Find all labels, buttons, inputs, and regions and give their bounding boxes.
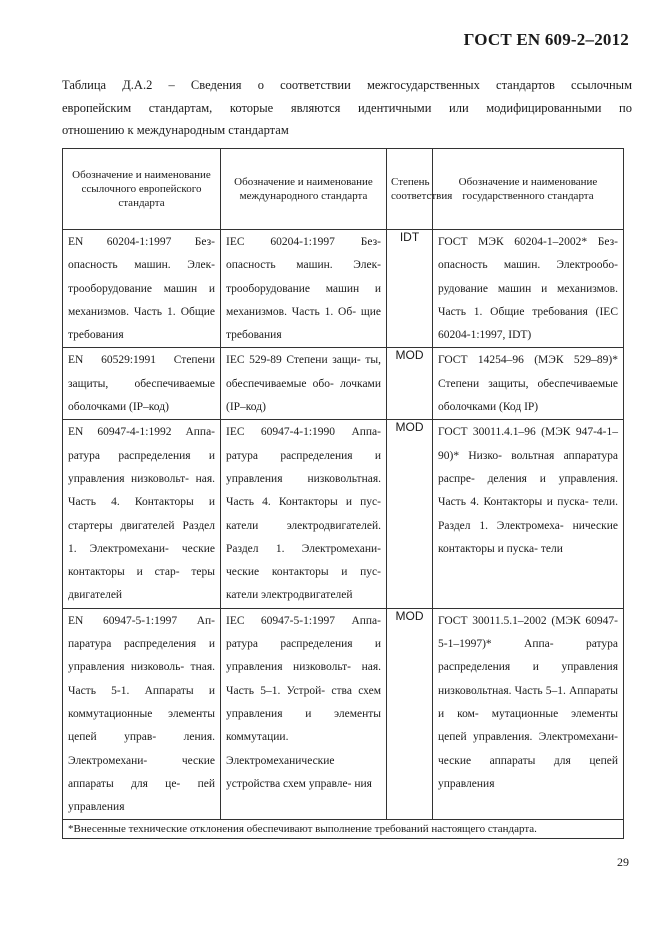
cell-line: Раздел 1. Электромехани-: [68, 519, 216, 555]
cell-line: ная. Часть 5–1. Устрой-: [226, 661, 381, 697]
cell-line: управления. Электромехани-: [473, 731, 619, 744]
cell-line: IEC 60947-5-1:1997 Аппа-: [226, 614, 381, 627]
cell-line: ГОСТ 30011.5.1–2002: [438, 614, 547, 627]
cell-text: [438, 420, 618, 561]
intl-standard-cell: [221, 230, 387, 348]
cell-text: [226, 420, 381, 607]
cell-text: [226, 609, 381, 796]
cell-line: опасность машин. Электрообо-: [438, 259, 618, 272]
cell-line: деления и управления.: [487, 472, 618, 485]
cell-line: оболочками (Код IP): [438, 401, 539, 414]
state-standard-cell: [433, 608, 624, 820]
eu-standard-cell: [63, 420, 221, 608]
table-row: [63, 348, 624, 420]
cell-line: EN 60947-4-1:1992 Аппа-: [68, 426, 215, 439]
cell-line: ты, обеспечиваемые обо-: [226, 354, 381, 390]
eu-standard-cell: [63, 608, 221, 820]
cell-line: ная. Часть 4. Контакторы: [68, 472, 215, 509]
cell-line: оболочками (IP–код): [68, 401, 169, 414]
eu-standard-cell: [63, 348, 221, 420]
document-code: ГОСТ EN 609-2–2012: [463, 30, 629, 49]
cell-line: трооборудование машин: [226, 282, 360, 295]
table-row: [63, 608, 624, 820]
cell-text: [438, 609, 618, 796]
cell-line: ческие контакторы и пус-: [226, 566, 381, 579]
cell-line: защиты, обеспечиваемые: [68, 377, 215, 390]
cell-line: управления низковольт-: [68, 472, 189, 485]
degree-cell: MOD: [387, 420, 433, 608]
cell-line: опасность машин. Элек-: [68, 259, 215, 272]
cell-line: тели. Раздел 1. Электромеха-: [438, 496, 618, 532]
cell-line: пей управления: [68, 777, 215, 814]
cell-line: ГОСТ 14254–96 (МЭК 529–89)*: [438, 354, 618, 367]
cell-text: [226, 230, 381, 347]
cell-text: [226, 348, 381, 419]
cell-line: рудование машин и механизмов.: [438, 282, 618, 295]
cell-line: катели электродвигателей: [226, 589, 353, 602]
cell-line: Раздел 1. Электромехани-: [226, 542, 381, 555]
intl-standard-cell: [221, 420, 387, 608]
degree-cell: MOD: [387, 608, 433, 820]
cell-line: управления низковольтная.: [226, 472, 381, 485]
intl-standard-cell: [221, 348, 387, 420]
cell-line: EN 60947-5-1:1997 Ап-: [68, 614, 215, 627]
header-state-standard: Обозначение и наименование государственного стандарта: [433, 149, 624, 230]
degree-cell: IDT: [387, 230, 433, 348]
cell-line: Электромеханические: [226, 754, 335, 767]
header-intl-standard: Обозначение и наименование международного стандарта: [221, 149, 387, 230]
header-degree: Степень соответствия: [387, 149, 433, 230]
cell-line: устройства схем управле-: [226, 777, 352, 790]
cell-line: (МЭК 60947-5-1–1997)* Аппа-: [438, 614, 619, 651]
table-row: [63, 230, 624, 348]
cell-line: Часть 4. Контакторы и пуска-: [438, 496, 589, 509]
header-eu-standard: Обозначение и наименование ссылочного европейского стандарта: [63, 149, 221, 230]
table-header-row: [63, 149, 624, 230]
eu-standard-cell: [63, 230, 221, 348]
cell-line: лочками (IP–код): [226, 377, 381, 414]
cell-text: [438, 348, 618, 419]
cell-line: ства схем управления и: [226, 684, 382, 720]
cell-line: управления: [438, 777, 495, 790]
cell-line: ратура распределения и: [68, 449, 215, 462]
cell-line: ГОСТ 30011.4.1–96: [438, 426, 536, 439]
cell-text: [68, 420, 215, 607]
table-caption: [62, 74, 632, 142]
cell-line: ческие контакторы и стар-: [68, 542, 215, 579]
cell-line: Часть 1. Общие требования: [438, 305, 588, 318]
cell-line: мутационные элементы цепей: [438, 707, 619, 744]
cell-line: Часть 4. Контакторы и пус-: [226, 496, 381, 509]
cell-line: IEC 60947-4-1:1990 Аппа-: [226, 426, 381, 439]
cell-line: ления. Электромехани-: [68, 731, 215, 767]
cell-line: Общие требования: [68, 305, 215, 342]
cell-line: EN 60204-1:1997 Без-: [68, 236, 215, 248]
cell-line: теры двигателей: [68, 566, 215, 602]
table-body: [63, 230, 624, 820]
cell-line: ГОСТ МЭК 60204-1–2002* Без-: [438, 236, 618, 248]
intl-standard-cell: [221, 608, 387, 820]
cell-line: элементы цепей управ-: [68, 707, 215, 744]
footnote-row: [63, 820, 624, 839]
cell-line: ческие аппараты для цепей: [438, 754, 618, 767]
cell-text: [438, 230, 618, 347]
cell-line: паратура распределения: [68, 638, 197, 651]
cell-line: ческие аппараты для це-: [68, 754, 215, 790]
page-number: 29: [617, 855, 629, 869]
cell-line: вольтная аппаратура распре-: [438, 449, 618, 485]
table-row: [63, 420, 624, 608]
standards-table: [62, 148, 624, 839]
cell-line: ратура распределения и: [226, 638, 381, 651]
cell-line: щие требования: [226, 305, 381, 342]
cell-line: IEC 529-89 Степени защи-: [226, 354, 361, 367]
cell-line: Степени защиты, обеспечиваемые: [438, 377, 618, 390]
cell-line: и управления низковоль-: [68, 638, 215, 674]
caption-line: европейским стандартам, которые являются идентичными или модифицированными по: [62, 100, 632, 115]
cell-text: [68, 348, 215, 419]
cell-text: [68, 230, 215, 347]
cell-line: элементы коммутации.: [226, 707, 381, 744]
state-standard-cell: [433, 420, 624, 608]
state-standard-cell: [433, 230, 624, 348]
cell-line: катели электродвигателей.: [226, 519, 381, 532]
cell-line: ния: [354, 777, 372, 790]
cell-line: ратура распределения и: [226, 449, 381, 462]
cell-line: и механизмов. Часть 1.: [68, 282, 215, 318]
caption-line: Таблица Д.А.2 – Сведения о соответствии межгосударственных стандартов ссылочным: [62, 78, 632, 92]
cell-line: и стартеры двигателей: [68, 496, 216, 532]
cell-line: и коммутационные: [68, 684, 215, 720]
cell-line: (МЭК 947-4-1–90)* Низко-: [438, 426, 619, 462]
caption-line: отношению к международным стандартам: [62, 123, 289, 137]
cell-line: управления низковольт-: [226, 661, 351, 674]
cell-line: нические контакторы и пуска-: [438, 519, 618, 555]
cell-line: IEC 60204-1:1997 Без-: [226, 236, 381, 248]
cell-line: и механизмов. Часть 1. Об-: [226, 282, 381, 318]
cell-line: EN 60529:1991 Степени: [68, 354, 215, 367]
cell-text: [68, 609, 215, 820]
cell-line: (IEC 60204-1:1997, IDT): [438, 305, 618, 342]
cell-line: тели: [540, 542, 563, 555]
cell-line: тная. Часть 5-1. Аппараты: [68, 661, 215, 697]
cell-line: управления низковольтная.: [438, 661, 618, 697]
cell-line: ратура распределения и: [438, 638, 618, 674]
degree-cell: MOD: [387, 348, 433, 420]
cell-line: Часть 5–1. Аппараты и ком-: [438, 684, 618, 720]
cell-line: опасность машин. Элек-: [226, 259, 381, 272]
state-standard-cell: [433, 348, 624, 420]
table-footnote: *Внесенные технические отклонения обеспечивают выполнение требований настоящего стандарта.: [63, 820, 624, 839]
cell-line: трооборудование машин: [68, 282, 198, 295]
